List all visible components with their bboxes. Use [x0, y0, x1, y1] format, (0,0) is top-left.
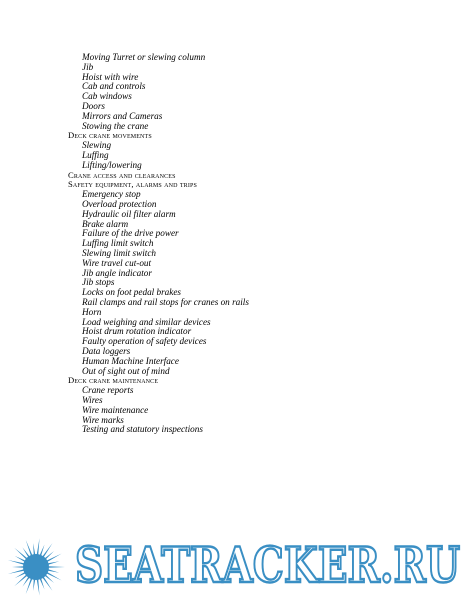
toc-entry: Out of sight out of mind: [82, 365, 170, 376]
sun-icon: [8, 538, 65, 596]
toc-section: Deck crane maintenance: [68, 375, 159, 386]
toc-entry: Overload protection: [82, 199, 157, 209]
toc-entry: Luffing limit switch: [82, 238, 154, 249]
toc-entry: Luffing: [82, 150, 109, 160]
toc-entry: Cab windows: [82, 91, 132, 102]
toc-entry: Moving Turret or slewing column: [82, 52, 206, 62]
toc-section: Crane access and clearances: [68, 169, 176, 180]
toc-entry: Hydraulic oil filter alarm: [82, 208, 176, 219]
toc-entry: Hoist with wire: [82, 71, 139, 82]
toc-entry: Wire marks: [82, 414, 124, 425]
toc-entry: Slewing: [82, 140, 112, 151]
toc-entry: Wire travel cut-out: [82, 257, 152, 268]
watermark: [0, 527, 467, 601]
watermark-text: SEATRACKER.RU: [75, 536, 460, 594]
toc-entry: Wires: [82, 395, 103, 405]
toc-entry: Testing and statutory inspections: [82, 424, 203, 435]
toc-section: Safety equipment, alarms and trips: [68, 179, 197, 190]
toc-entry: Data loggers: [82, 346, 131, 356]
toc-entry: Human Machine Interface: [82, 355, 179, 366]
toc-entry: Faulty operation of safety devices: [82, 336, 207, 347]
toc-entry: Lifting/lowering: [82, 159, 142, 170]
toc-entry: Hoist drum rotation indicator: [82, 326, 192, 337]
toc-entry: Wire maintenance: [82, 404, 149, 415]
sun-core: [23, 554, 49, 580]
toc-entry: Horn: [82, 306, 102, 317]
toc-entry: Crane reports: [82, 385, 134, 396]
toc-entry: Emergency stop: [82, 189, 141, 200]
toc-entry: Jib angle indicator: [82, 267, 152, 278]
toc-entry: Jib: [82, 61, 94, 72]
toc-entry: Locks on foot pedal brakes: [82, 287, 182, 298]
toc-entry: Load weighing and similar devices: [82, 316, 211, 327]
toc-entry: Mirrors and Cameras: [82, 110, 163, 121]
toc-section: Deck crane movements: [68, 130, 152, 141]
toc-entry: Brake alarm: [82, 218, 129, 229]
toc-entry: Rail clamps and rail stops for cranes on rails: [82, 297, 249, 307]
toc-entry: Failure of the drive power: [82, 228, 179, 239]
toc-entry: Stowing the crane: [82, 120, 149, 131]
toc-entry: Jib stops: [82, 277, 115, 288]
toc-entry: Slewing limit switch: [82, 248, 157, 258]
toc-entry: Doors: [82, 101, 105, 111]
toc-entry: Cab and controls: [82, 81, 146, 92]
